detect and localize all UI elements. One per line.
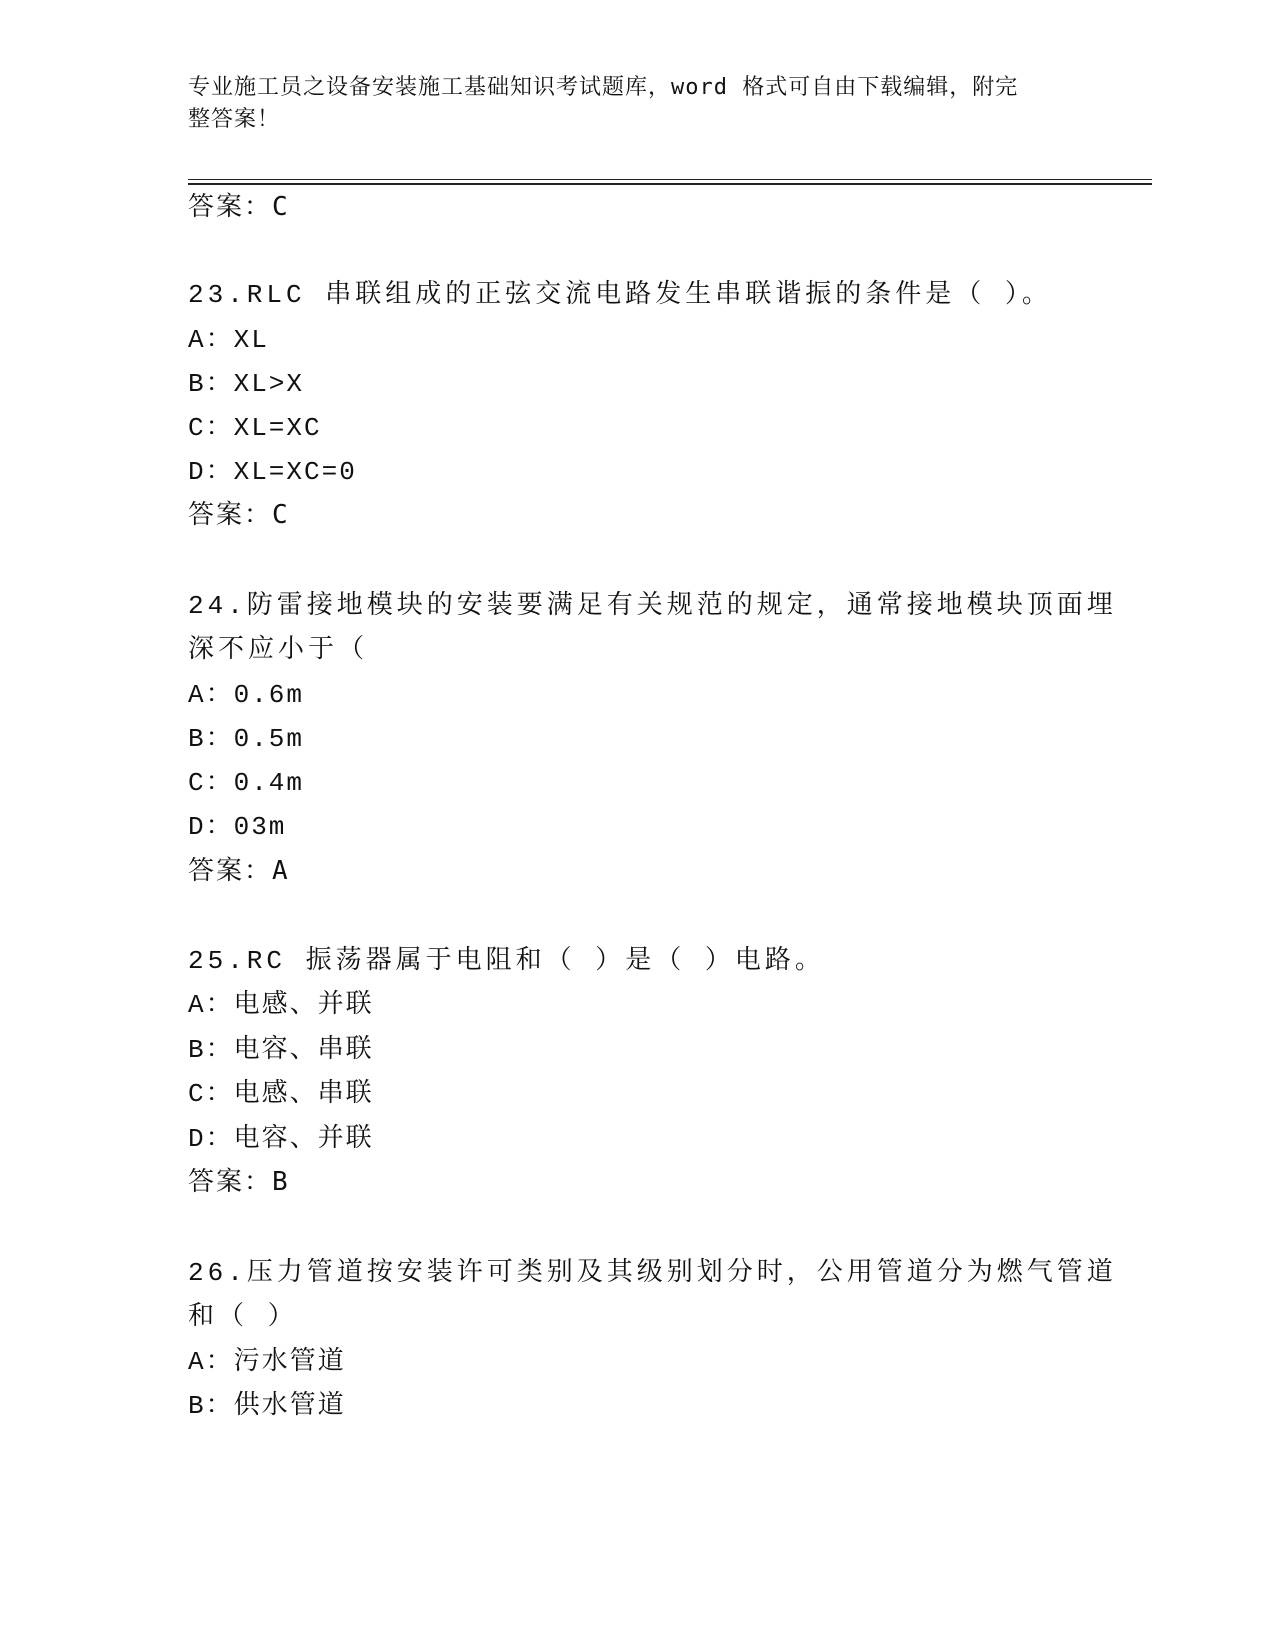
question-26-option-b: B：供水管道 [188,1391,346,1421]
question-25-option-a: A：电感、并联 [188,990,374,1020]
question-26-option-a: A：污水管道 [188,1347,346,1377]
question-25-option-c: C：电感、串联 [188,1079,374,1109]
question-23-stem: 23.RLC 串联组成的正弦交流电路发生串联谐振的条件是（ ）。 [188,280,1052,310]
question-23-option-b: B：XL>X [188,369,305,399]
question-23-answer: 答案：C [188,500,290,530]
question-23-option-d: D：XL=XC=0 [188,457,357,487]
question-25-option-b: B：电容、串联 [188,1035,374,1065]
header-divider-thin [188,179,1152,180]
header-line-1: 专业施工员之设备安装施工基础知识考试题库，word 格式可自由下载编辑，附完 [188,75,1019,100]
question-26-stem-line-2: 和（ ） [188,1302,298,1332]
question-24-stem-line-2: 深不应小于（ [188,635,369,665]
question-23-option-c: C：XL=XC [188,413,322,443]
page-header [188,72,1088,136]
header-line-2: 整答案！ [188,107,281,132]
question-24-stem-line-1: 24.防雷接地模块的安装要满足有关规范的规定，通常接地模块顶面埋 [188,591,1117,621]
answer-previous: 答案：C [188,192,290,222]
question-24-option-d: D：03m [188,812,287,842]
question-24-option-c: C：0.4m [188,768,305,798]
question-26-stem-line-1: 26.压力管道按安装许可类别及其级别划分时，公用管道分为燃气管道 [188,1258,1117,1288]
question-24-option-a: A：0.6m [188,680,305,710]
question-25-answer: 答案：B [188,1167,290,1197]
question-23-option-a: A：XL [188,325,269,355]
header-divider-thick [188,183,1152,185]
question-24-answer: 答案：A [188,856,290,886]
question-25-stem: 25.RC 振荡器属于电阻和（ ）是（ ）电路。 [188,946,825,976]
question-24-option-b: B：0.5m [188,724,305,754]
question-25-option-d: D：电容、并联 [188,1124,374,1154]
